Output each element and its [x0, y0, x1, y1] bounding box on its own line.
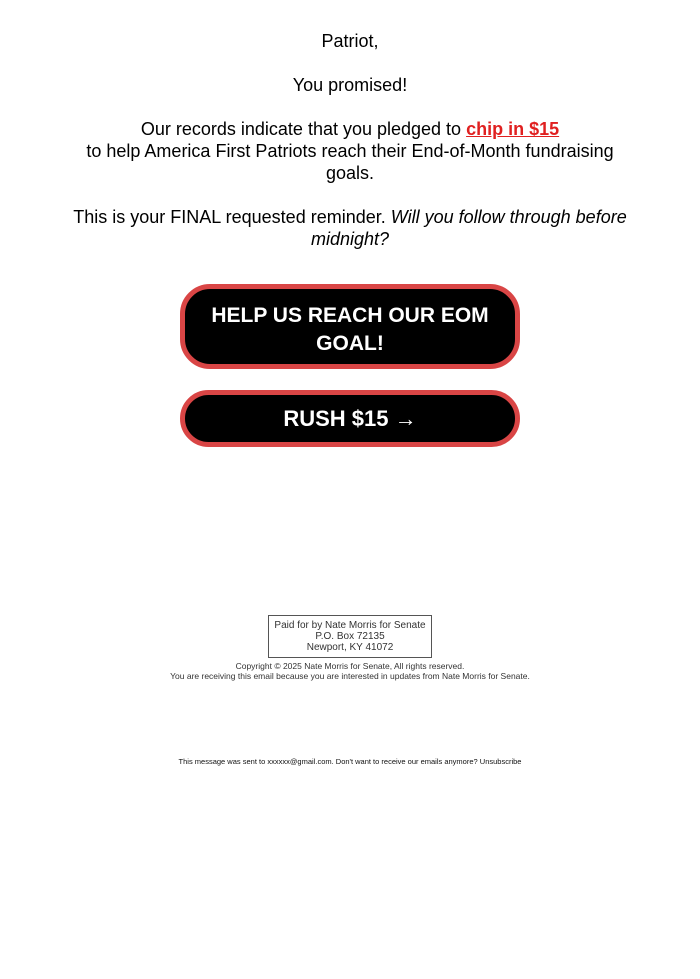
reminder-plain: This is your FINAL requested reminder. — [73, 207, 391, 227]
reminder-italic: Will you follow through before midnight? — [310, 207, 627, 249]
records-post: to help America First Patriots reach their End-of-Month fundraising goals. — [86, 141, 614, 183]
reach-goal-button[interactable]: HELP US REACH OUR EOM GOAL! — [180, 284, 520, 369]
receiving-notice: You are receiving this email because you are interested in updates from Nate Morris for Senate. — [170, 671, 530, 681]
rush-donate-button[interactable]: RUSH $15 → — [180, 390, 520, 447]
chip-in-link[interactable]: chip in $15 — [466, 119, 560, 139]
records-text — [65, 118, 635, 184]
po-box-line: P.O. Box 72135 — [315, 631, 385, 642]
unsubscribe-notice[interactable]: This message was sent to xxxxxx@gmail.com. Don't want to receive our emails anymore? Unsubscribe — [178, 757, 522, 766]
copyright: Copyright © 2025 Nate Morris for Senate, All rights reserved. — [235, 661, 465, 671]
records-pre: Our records indicate that you pledged to — [140, 119, 467, 139]
reminder-text — [65, 206, 635, 250]
paid-for-line: Paid for by Nate Morris for Senate — [274, 620, 426, 631]
greeting: Patriot, — [321, 31, 379, 51]
paid-for-box — [268, 615, 431, 658]
promise-text: You promised! — [292, 75, 408, 95]
address-line: Newport, KY 41072 — [306, 642, 394, 653]
